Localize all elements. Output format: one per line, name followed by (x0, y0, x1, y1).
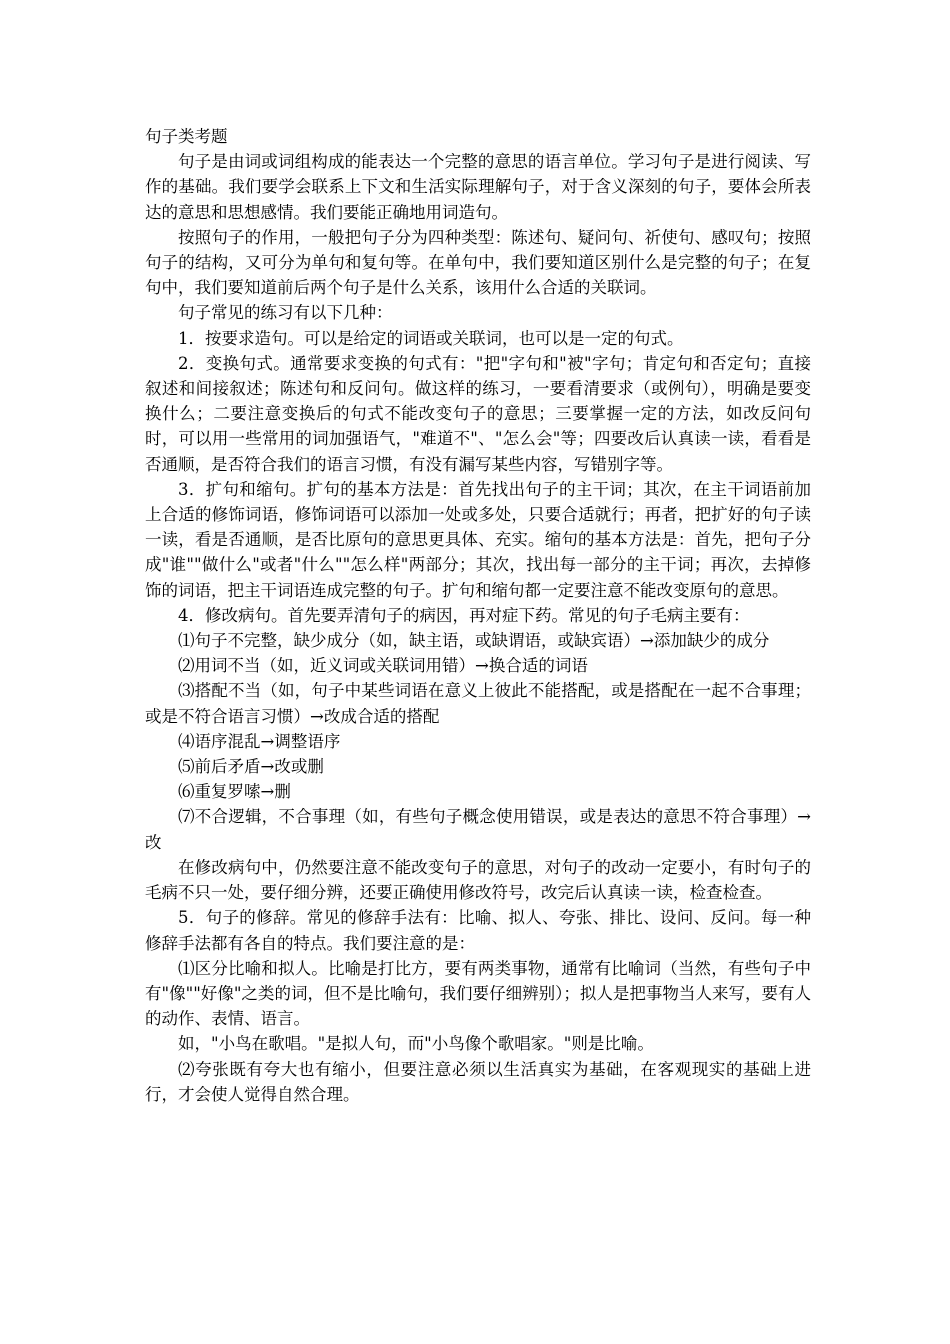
paragraph-item-5: 5．句子的修辞。常见的修辞手法有：比喻、拟人、夸张、排比、设问、反问。每一种修辞手法都有各自的特点。我们要注意的是： (145, 908, 811, 953)
document-title: 句子类考题 (145, 127, 228, 146)
list-item-error-6: ⑹重复罗嗦→删 (178, 782, 291, 802)
list-item-error-2: ⑵用词不当（如，近义词或关联词用错）→换合适的词语 (178, 656, 588, 676)
paragraph-item-2: 2．变换句式。通常要求变换的句式有："把"字句和"被"字句；肯定句和否定句；直接叙述和间接叙述；陈述句和反问句。做这样的练习，一要看清要求（或例句），明确是要变换什么；二要注意变换后的句式不能改变句子的意思；三要掌握一定的方法，如改反问句时，可以用一些常用的词加强语气，"难道不"、"怎么会"等；四要改后认真读一读，看看是否通顺，是否符合我们的语言习惯，有没有漏写某些内容，写错别字等。 (145, 353, 811, 474)
paragraph-item-1: 1．按要求造句。可以是给定的词语或关联词，也可以是一定的句式。 (178, 328, 684, 348)
list-item-error-4: ⑷语序混乱→调整语序 (178, 731, 341, 751)
paragraph-intro: 句子是由词或词组构成的能表达一个完整的意思的语言单位。学习句子是进行阅读、写作的基础。我们要学会联系上下文和生活实际理解句子，对于含义深刻的句子，要体会所表达的意思和思想感情。我们要能正确地用词造句。 (145, 152, 811, 222)
list-item-error-1: ⑴句子不完整，缺少成分（如，缺主语，或缺谓语，或缺宾语）→添加缺少的成分 (178, 631, 770, 651)
paragraph-exercise-intro: 句子常见的练习有以下几种： (178, 303, 393, 323)
list-item-error-7: ⑺不合逻辑，不合事理（如，有些句子概念使用错误，或是表达的意思不符合事理）→改 (145, 807, 811, 852)
list-item-rhetoric-1: ⑴区分比喻和拟人。比喻是打比方，要有两类事物，通常有比喻词（当然，有些句子中有"像""好像"之类的词，但不是比喻句，我们要仔细辨别）；拟人是把事物当人来写，要有人的动作、表情、语言。 (145, 958, 811, 1029)
document-body (145, 124, 811, 1107)
paragraph-revision-note: 在修改病句中，仍然要注意不能改变句子的意思，对句子的改动一定要小，有时句子的毛病不只一处，要仔细分辨，还要正确使用修改符号，改完后认真读一读，检查检查。 (145, 857, 811, 903)
list-item-rhetoric-2: ⑵夸张既有夸大也有缩小，但要注意必须以生活真实为基础，在客观现实的基础上进行，才会使人觉得自然合理。 (145, 1059, 811, 1104)
list-item-error-5: ⑸前后矛盾→改或删 (178, 757, 324, 777)
paragraph-sentence-types: 按照句子的作用，一般把句子分为四种类型：陈述句、疑问句、祈使句、感叹句；按照句子的结构，又可分为单句和复句等。在单句中，我们要知道区别什么是完整的句子；在复句中，我们要知道前后两个句子是什么关系，该用什么合适的关联词。 (145, 227, 811, 298)
list-item-error-3: ⑶搭配不当（如，句子中某些词语在意义上彼此不能搭配，或是搭配在一起不合事理；或是不符合语言习惯）→改成合适的搭配 (145, 681, 811, 726)
paragraph-item-3: 3．扩句和缩句。扩句的基本方法是：首先找出句子的主干词；其次，在主干词语前加上合适的修饰词语，修饰词语可以添加一处或多处，只要合适就行；再者，把扩好的句子读一读，看是否通顺，是否比原句的意思更具体、充实。缩句的基本方法是：首先，把句子分成"谁""做什么"或者"什么""怎么样"两部分；其次，找出每一部分的主干词；再次，去掉修饰的词语，把主干词语连成完整的句子。扩句和缩句都一定要注意不能改变原句的意思。 (145, 479, 811, 600)
paragraph-example: 如，"小鸟在歌唱。"是拟人句，而"小鸟像个歌唱家。"则是比喻。 (178, 1034, 654, 1054)
paragraph-item-4: 4．修改病句。首先要弄清句子的病因，再对症下药。常见的句子毛病主要有： (178, 605, 750, 625)
